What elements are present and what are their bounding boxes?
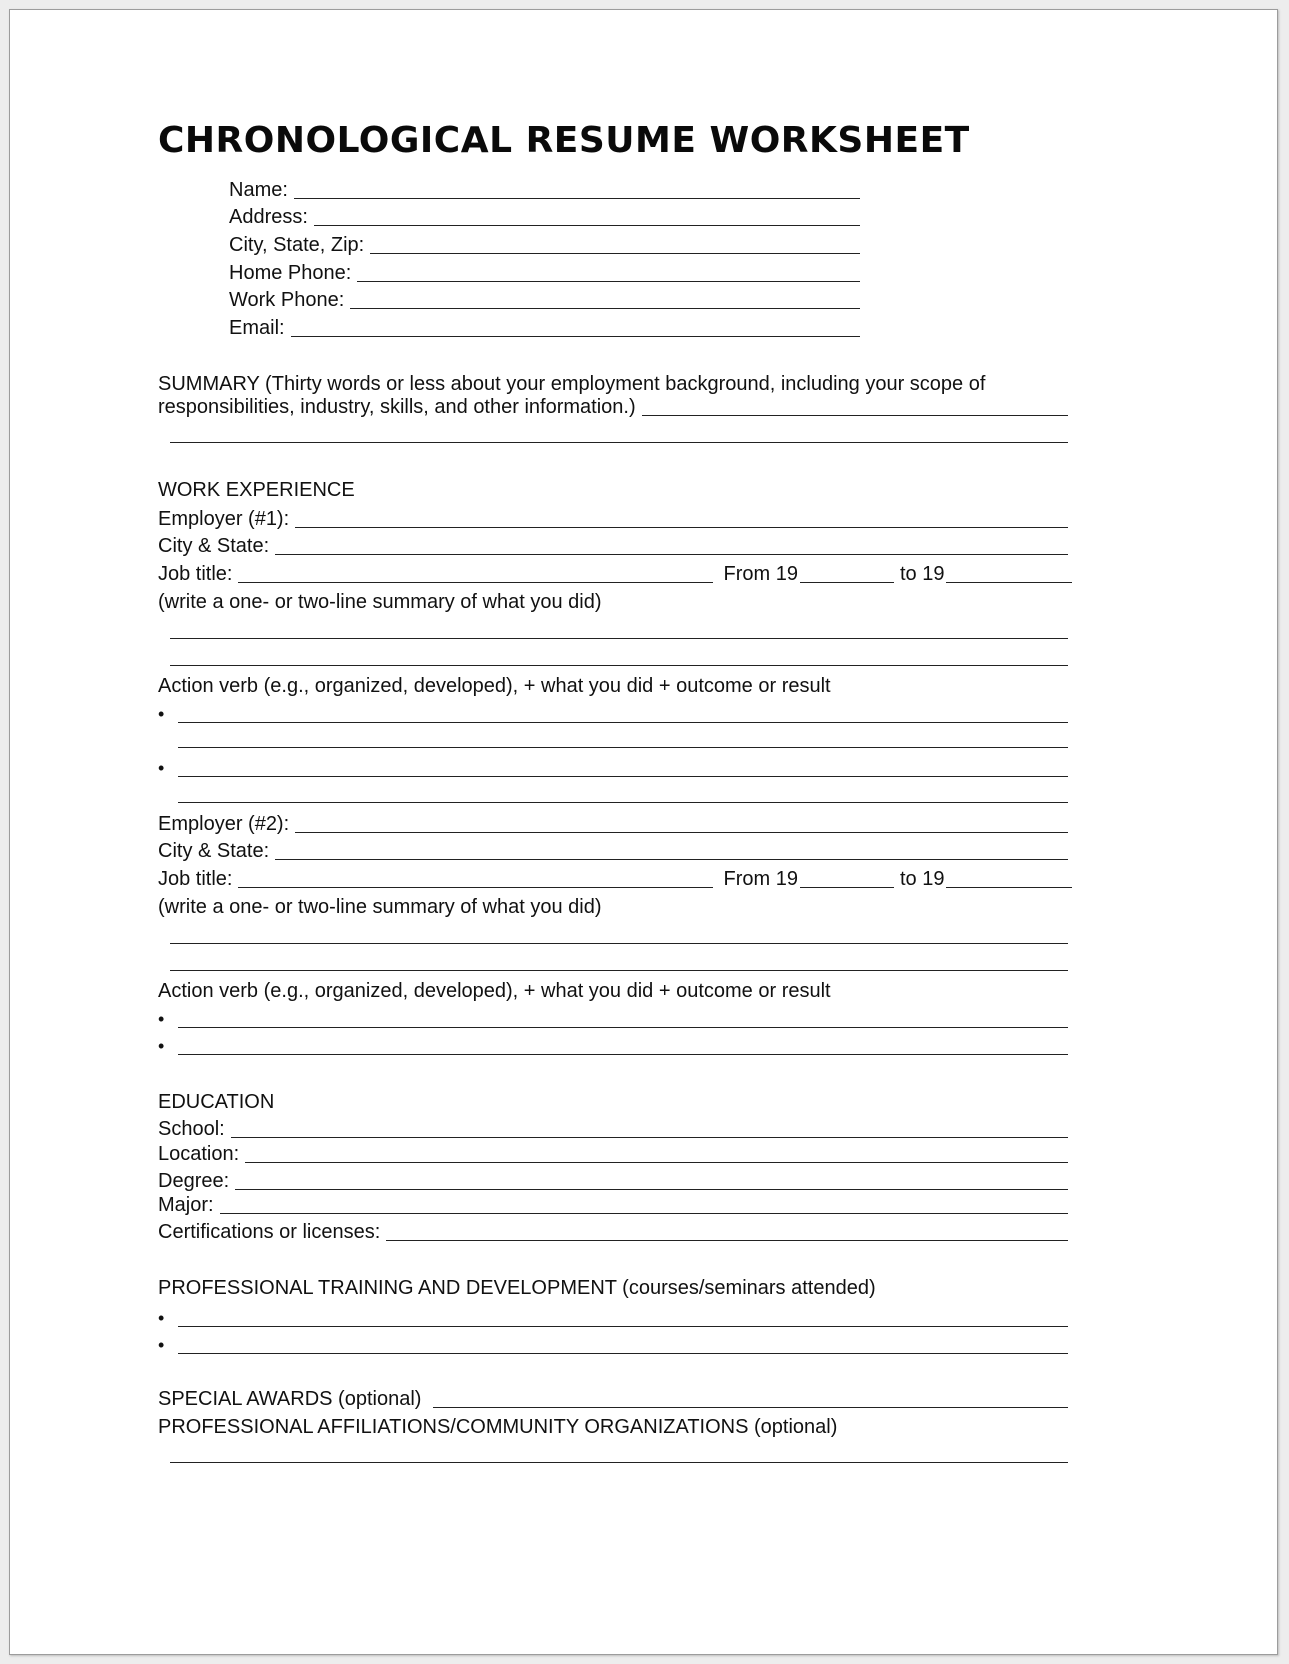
bullet-marker: •: [158, 1036, 165, 1056]
email-row: [229, 316, 860, 340]
address-label: Address:: [229, 206, 308, 228]
employer2-bullet-row-2: [158, 1034, 1068, 1058]
name-label: Name:: [229, 179, 288, 201]
location-row: [158, 1142, 1068, 1166]
employer1-city-field[interactable]: [275, 536, 1068, 555]
employer1-from-field[interactable]: [800, 564, 894, 583]
certifications-field[interactable]: [386, 1222, 1068, 1241]
employer2-city-field[interactable]: [275, 841, 1068, 860]
training-field-1[interactable]: [178, 1308, 1068, 1327]
summary-prompt-line1: SUMMARY (Thirty words or less about your employment background, including your scope of: [158, 373, 986, 395]
employer1-bullet-row-2: [158, 756, 1068, 780]
bullet-marker: •: [158, 758, 165, 778]
major-label: Major:: [158, 1194, 214, 1216]
home-phone-label: Home Phone:: [229, 262, 352, 284]
employer2-action-prompt: Action verb (e.g., organized, developed), + what you did + outcome or result: [158, 980, 831, 1002]
work-phone-label: Work Phone:: [229, 289, 345, 311]
employer1-bullet-field-2b[interactable]: [178, 784, 1068, 803]
employer1-bullet-field-1b[interactable]: [178, 729, 1068, 748]
training-field-2[interactable]: [178, 1335, 1068, 1354]
summary-field-2[interactable]: [170, 424, 1068, 443]
worksheet-page: [9, 9, 1278, 1655]
education-heading: EDUCATION: [158, 1091, 275, 1113]
worksheet-content: [158, 10, 1072, 1654]
employer1-summary-row-2: [170, 647, 1068, 669]
location-field[interactable]: [245, 1144, 1068, 1163]
awards-row: [158, 1387, 1068, 1411]
name-field[interactable]: [294, 180, 860, 199]
training-bullet-row-2: [158, 1333, 1068, 1357]
employer2-bullet-field-2[interactable]: [178, 1036, 1068, 1055]
address-field[interactable]: [314, 207, 860, 226]
training-heading: PROFESSIONAL TRAINING AND DEVELOPMENT (courses/seminars attended): [158, 1277, 876, 1299]
employer2-summary-row-2: [170, 952, 1068, 974]
employer1-from-label: From 19: [723, 563, 798, 585]
summary-row: [158, 395, 1068, 419]
work-phone-row: [229, 288, 860, 312]
employer1-row: [158, 507, 1068, 531]
employer2-bullet-field-1[interactable]: [178, 1009, 1068, 1028]
email-label: Email:: [229, 317, 285, 339]
summary-prompt-line2: responsibilities, industry, skills, and other information.): [158, 396, 636, 418]
employer2-label: Employer (#2):: [158, 813, 290, 835]
degree-row: [158, 1169, 1068, 1193]
page-title: CHRONOLOGICAL RESUME WORKSHEET: [158, 120, 970, 161]
employer1-summary-field-2[interactable]: [170, 647, 1068, 666]
work-phone-field[interactable]: [350, 290, 860, 309]
major-row: [158, 1193, 1068, 1217]
employer1-bullet-row-1: [158, 702, 1068, 726]
employer1-job-field[interactable]: [238, 564, 713, 583]
affiliations-label: PROFESSIONAL AFFILIATIONS/COMMUNITY ORGANIZATIONS (optional): [158, 1416, 838, 1438]
bullet-marker: •: [158, 1009, 165, 1029]
employer1-city-row: [158, 534, 1068, 558]
home-phone-row: [229, 261, 860, 285]
bullet-marker: •: [158, 1308, 165, 1328]
employer2-summary-prompt: (write a one- or two-line summary of what you did): [158, 896, 602, 918]
name-row: [229, 178, 860, 202]
employer2-summary-row-1: [170, 925, 1068, 947]
school-label: School:: [158, 1118, 225, 1140]
employer1-bullet-row-1b: [178, 729, 1068, 751]
employer2-summary-field-2[interactable]: [170, 952, 1068, 971]
employer2-field[interactable]: [295, 814, 1068, 833]
home-phone-field[interactable]: [357, 263, 860, 282]
training-bullet-row-1: [158, 1306, 1068, 1330]
affiliations-field[interactable]: [170, 1444, 1068, 1463]
employer2-from-label: From 19: [723, 868, 798, 890]
employer2-from-field[interactable]: [800, 869, 894, 888]
work-experience-heading: WORK EXPERIENCE: [158, 479, 355, 501]
school-field[interactable]: [231, 1119, 1068, 1138]
certifications-label: Certifications or licenses:: [158, 1221, 381, 1243]
awards-field[interactable]: [433, 1389, 1068, 1408]
location-label: Location:: [158, 1143, 240, 1165]
city-state-zip-field[interactable]: [370, 235, 860, 254]
certifications-row: [158, 1220, 1068, 1244]
employer2-bullet-row-1: [158, 1007, 1068, 1031]
affiliations-row: [170, 1444, 1068, 1466]
employer2-to-field[interactable]: [946, 869, 1072, 888]
degree-field[interactable]: [235, 1171, 1068, 1190]
awards-label: SPECIAL AWARDS (optional): [158, 1388, 422, 1410]
employer2-job-label: Job title:: [158, 868, 233, 890]
email-field[interactable]: [291, 318, 860, 337]
employer1-summary-row-1: [170, 620, 1068, 642]
employer1-city-label: City & State:: [158, 535, 270, 557]
employer2-city-label: City & State:: [158, 840, 270, 862]
address-row: [229, 205, 860, 229]
major-field[interactable]: [220, 1195, 1068, 1214]
employer1-to-label: to 19: [899, 563, 945, 585]
employer2-to-label: to 19: [899, 868, 945, 890]
employer1-action-prompt: Action verb (e.g., organized, developed), + what you did + outcome or result: [158, 675, 831, 697]
employer2-job-field[interactable]: [238, 869, 713, 888]
employer1-label: Employer (#1):: [158, 508, 290, 530]
employer2-row: [158, 812, 1068, 836]
city-state-zip-label: City, State, Zip:: [229, 234, 365, 256]
summary-row-2: [170, 424, 1068, 446]
employer1-summary-field-1[interactable]: [170, 620, 1068, 639]
employer1-summary-prompt: (write a one- or two-line summary of what you did): [158, 591, 602, 613]
employer1-job-label: Job title:: [158, 563, 233, 585]
employer1-bullet-field-1[interactable]: [178, 704, 1068, 723]
employer1-bullet-field-2[interactable]: [178, 758, 1068, 777]
employer1-bullet-row-2b: [178, 784, 1068, 806]
employer1-field[interactable]: [295, 509, 1068, 528]
employer2-job-row: [158, 867, 1072, 891]
degree-label: Degree:: [158, 1170, 230, 1192]
bullet-marker: •: [158, 1335, 165, 1355]
bullet-marker: •: [158, 704, 165, 724]
employer2-summary-field-1[interactable]: [170, 925, 1068, 944]
employer1-to-field[interactable]: [946, 564, 1072, 583]
city-state-zip-row: [229, 233, 860, 257]
school-row: [158, 1117, 1068, 1141]
employer1-job-row: [158, 562, 1072, 586]
summary-field-1[interactable]: [642, 397, 1068, 416]
employer2-city-row: [158, 839, 1068, 863]
